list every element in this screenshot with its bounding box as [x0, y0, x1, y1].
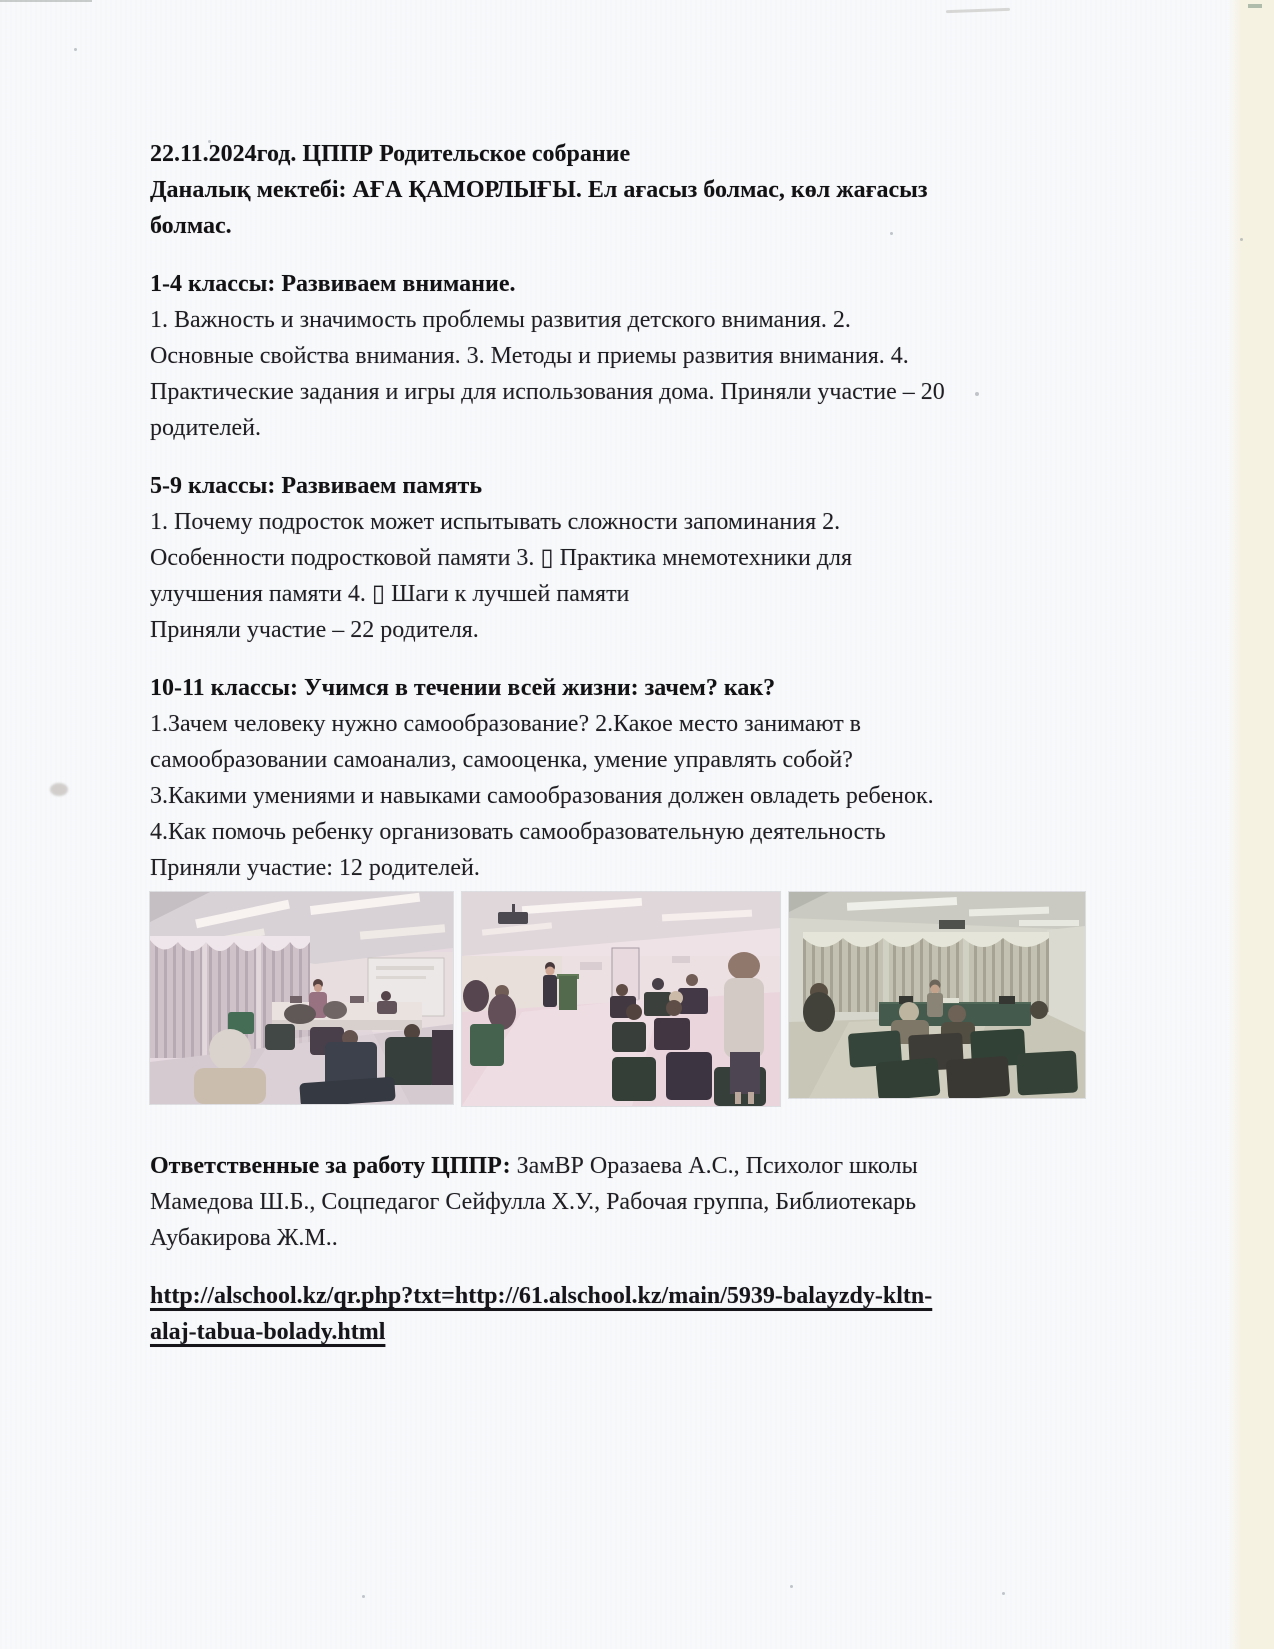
photo-meeting-hall-3	[789, 892, 1085, 1098]
text-line: 4.Как помочь ребенку организовать самообразовательную деятельность	[150, 819, 886, 845]
section-heading: 1-4 классы: Развиваем внимание.	[150, 271, 516, 297]
text-line: Практические задания и игры для использования дома. Приняли участие – 20	[150, 379, 945, 405]
scan-edge-strip	[1228, 0, 1274, 1649]
qr-link-line: http://alschool.kz/qr.php?txt=http://61.alschool.kz/main/5939-balayzdy-kltn-	[150, 1283, 933, 1309]
section-heading: 10-11 классы: Учимся в течении всей жизни: зачем? как?	[150, 675, 776, 701]
pencil-smudge	[946, 8, 1010, 13]
qr-link-url	[150, 1278, 1098, 1350]
qr-link-line: alaj-tabua-bolady.html	[150, 1319, 386, 1345]
text-line: 22.11.2024год. ЦППР Родительское собрание	[150, 141, 631, 167]
text-line: 1.Зачем человеку нужно самообразование? 2.Какое место занимают в	[150, 711, 862, 737]
section-heading: 5-9 классы: Развиваем память	[150, 473, 483, 499]
photo-3-image	[789, 892, 1085, 1098]
section-grades-10-11	[150, 670, 1098, 886]
section-body	[150, 302, 1098, 446]
text-line: Приняли участие – 22 родителя.	[150, 617, 479, 643]
text-line: 3.Какими умениями и навыками самообразования должен овладеть ребенок.	[150, 783, 934, 809]
text-line: родителей.	[150, 415, 261, 441]
text-line: самообразовании самоанализ, самооценка, умение управлять собой?	[150, 747, 853, 773]
text-line: 1. Важность и значимость проблемы развития детского внимания. 2.	[150, 307, 851, 333]
text-line: Особенности подростковой памяти 3. ▯ Практика мнемотехники для	[150, 545, 853, 571]
section-body	[150, 706, 1098, 886]
photo-meeting-hall-2	[462, 892, 780, 1106]
photo-row	[150, 892, 1098, 1106]
responsible-paragraph	[150, 1148, 1098, 1256]
scan-smudge	[50, 783, 68, 796]
scan-corner-mark	[1248, 4, 1262, 8]
section-grades-1-4	[150, 266, 1098, 446]
responsible-names: Аубакирова Ж.М..	[150, 1225, 338, 1251]
text-line: Приняли участие: 12 родителей.	[150, 855, 480, 881]
scan-speck	[790, 1585, 793, 1588]
text-line: Основные свойства внимания. 3. Методы и приемы развития внимания. 4.	[150, 343, 909, 369]
responsible-label: Ответственные за работу ЦППР:	[150, 1153, 511, 1179]
text-line: улучшения памяти 4. ▯ Шаги к лучшей памяти	[150, 581, 630, 607]
document-content	[150, 136, 1098, 1350]
text-line: Даналық мектебі: АҒА ҚАМОРЛЫҒЫ. Ел ағасыз болмас, көл жағасыз	[150, 177, 928, 203]
photo-meeting-hall-1	[150, 892, 453, 1104]
document-title	[150, 136, 1098, 244]
photo-1-image	[150, 892, 453, 1104]
responsible-names: ЗамВР Оразаева А.С., Психолог школы	[510, 1153, 918, 1179]
scan-speck	[74, 48, 77, 51]
text-line: болмас.	[150, 213, 232, 239]
section-body	[150, 504, 1098, 648]
scan-edge-mark	[0, 0, 92, 2]
scan-speck	[1240, 238, 1243, 241]
section-grades-5-9	[150, 468, 1098, 648]
scan-speck	[362, 1595, 365, 1598]
text-line: 1. Почему подросток может испытывать сложности запоминания 2.	[150, 509, 841, 535]
scan-speck	[1002, 1592, 1005, 1595]
responsible-names: Мамедова Ш.Б., Соцпедагог Сейфулла Х.У., Рабочая группа, Библиотекарь	[150, 1189, 917, 1215]
photo-2-image	[462, 892, 780, 1106]
